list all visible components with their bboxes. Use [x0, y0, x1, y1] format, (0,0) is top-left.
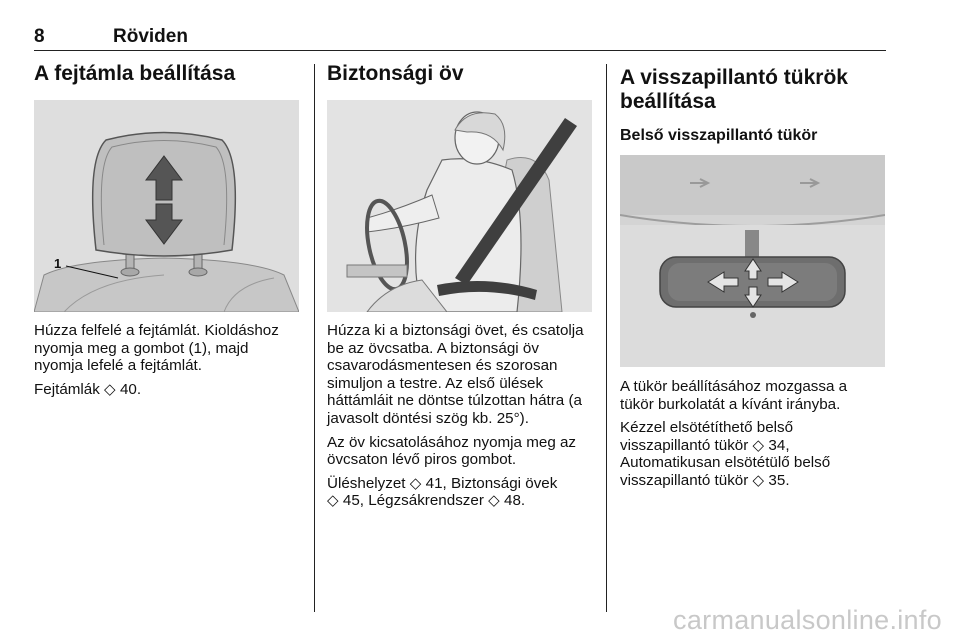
seatbelt-figure: [327, 100, 592, 312]
mirror-reference[interactable]: visszapillantó tükör ◇ 35.: [620, 471, 790, 489]
col3-line: Kézzel elsötétíthető belső: [620, 419, 794, 437]
col2-line: javasolt döntési szög kb. 25°).: [327, 409, 529, 427]
seatbelt-reference[interactable]: ◇ 45, Légzsákrendszer ◇ 48.: [327, 492, 526, 510]
col2-line: simuljon a testre. Az első ülések: [327, 374, 544, 392]
col2-line: övcsaton lévő piros gombot.: [327, 451, 517, 469]
callout-1: 1: [54, 256, 62, 271]
col2-line: Húzza ki a biztonsági övet, és csatolja: [327, 322, 584, 339]
col2-line: háttámláit ne döntse túlzottan hátra (a: [327, 392, 582, 410]
col2-line: Az öv kicsatolásához nyomja meg az: [327, 433, 577, 451]
col1-line: nyomja lefelé a fejtámlát.: [34, 357, 202, 375]
headrest-heading: A fejtámla beállítása: [34, 62, 236, 85]
seatbelt-heading: Biztonsági öv: [327, 62, 464, 85]
mirror-reference[interactable]: visszapillantó tükör ◇ 34,: [620, 436, 790, 454]
seatbelt-reference[interactable]: Üléshelyzet ◇ 41, Biztonsági övek: [327, 474, 558, 492]
col2-line: csavarodásmentesen és szorosan: [327, 357, 558, 375]
col1-heading: [34, 62, 235, 86]
col3-text: [620, 378, 890, 496]
mirror-heading-line1: A visszapillantó tükrök: [620, 66, 848, 89]
col3-heading: [620, 66, 890, 146]
headrest-figure: [34, 100, 299, 312]
column-divider-1: [314, 64, 315, 612]
col1-line: Húzza felfelé a fejtámlát. Kioldáshoz: [34, 322, 279, 339]
col2-line: be az övcsatba. A biztonsági öv: [327, 339, 539, 357]
col1-text: [34, 322, 306, 404]
watermark: carmanualsonline.info: [673, 605, 942, 635]
headrest-reference[interactable]: Fejtámlák ◇ 40.: [34, 380, 142, 398]
col3-line: tükör burkolatát a kívánt irányba.: [620, 395, 841, 413]
col3-line: A tükör beállításához mozgassa a: [620, 378, 848, 395]
col1-line: nyomja meg a gombot (1), majd: [34, 339, 249, 357]
col2-heading: [327, 62, 464, 86]
section-title: Röviden: [113, 26, 188, 47]
mirror-figure: [620, 155, 885, 367]
col2-text: [327, 322, 597, 516]
header-rule: [34, 50, 886, 51]
mirror-heading-line2: beállítása: [620, 90, 716, 113]
mirror-heading: [620, 66, 890, 114]
mirror-subheading: Belső visszapillantó tükör: [620, 127, 818, 144]
column-divider-2: [606, 64, 607, 612]
col3-line: Automatikusan elsötétülő belső: [620, 454, 831, 472]
page-number: 8: [34, 26, 45, 47]
